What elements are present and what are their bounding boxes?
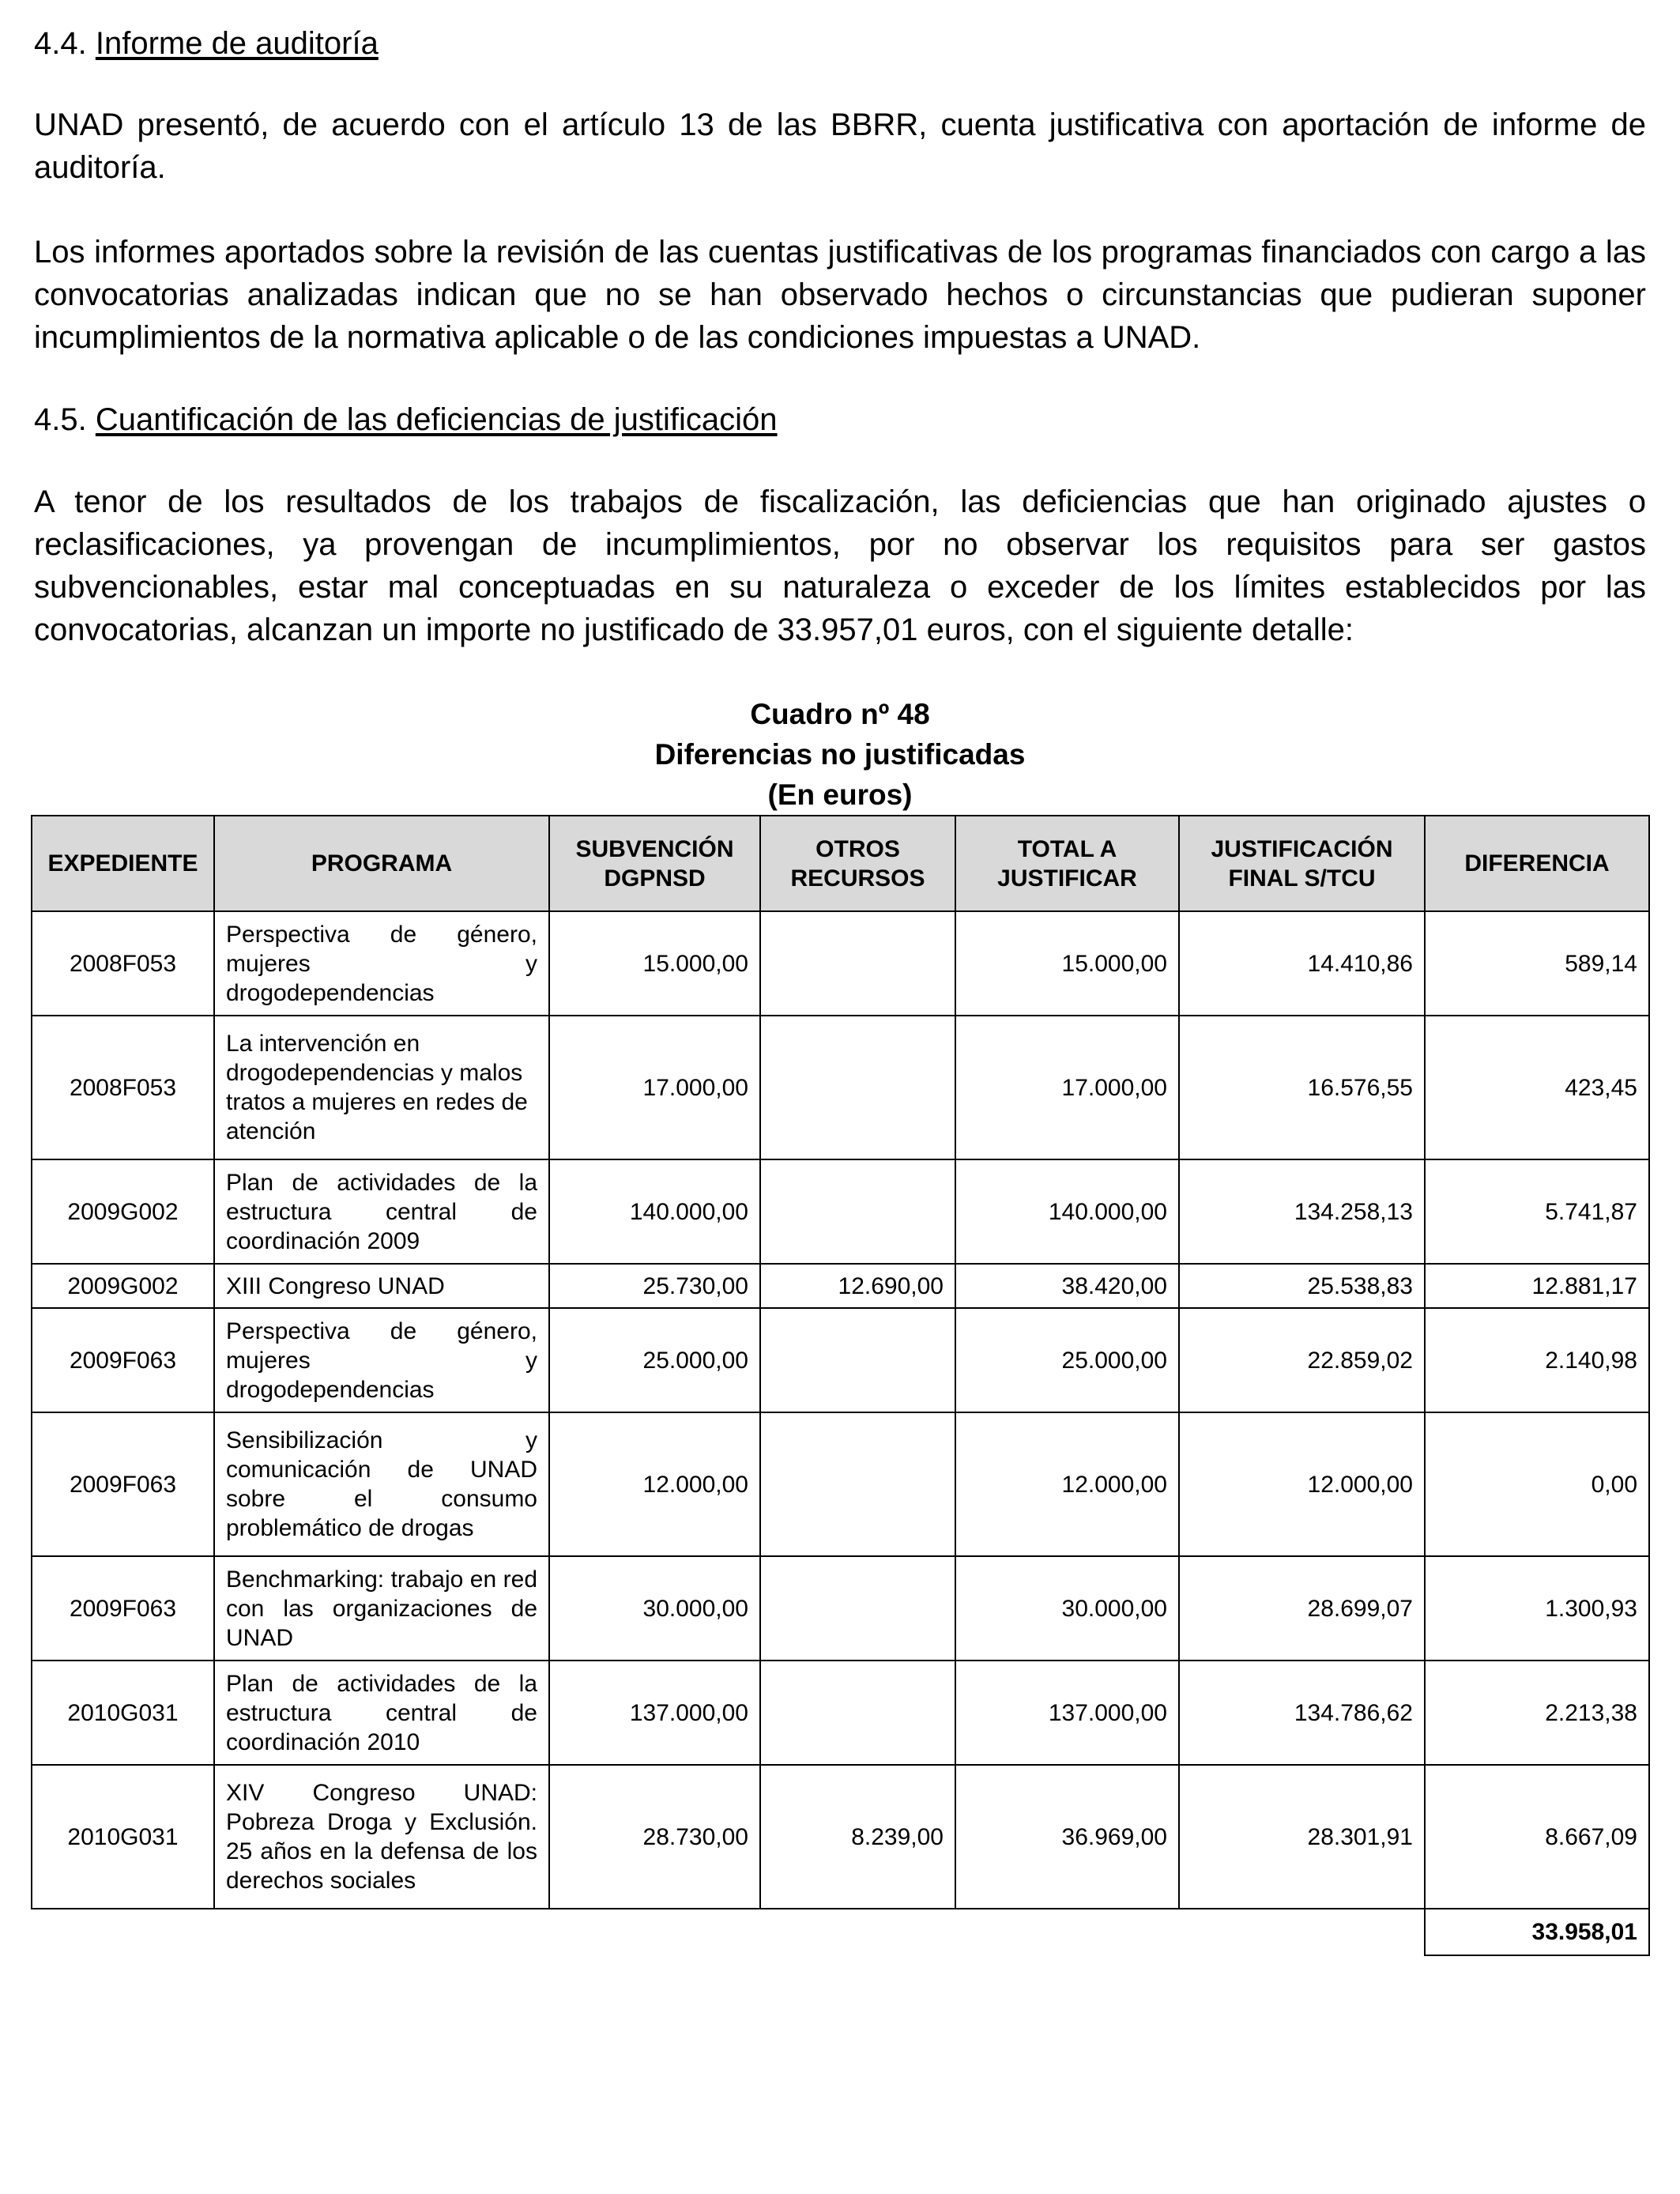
cell-subvencion: 12.000,00 <box>549 1412 760 1556</box>
cell-otros-recursos: 12.690,00 <box>760 1264 955 1308</box>
total-row-spacer <box>32 1909 1425 1955</box>
table-row <box>32 1159 1649 1264</box>
column-header-total-a-justificar: TOTAL A JUSTIFICAR <box>955 816 1179 911</box>
cell-justificacion: 28.699,07 <box>1179 1556 1425 1661</box>
cell-diferencia: 1.300,93 <box>1425 1556 1649 1661</box>
cell-diferencia: 5.741,87 <box>1425 1159 1649 1264</box>
cell-programa: XIV Congreso UNAD: Pobreza Droga y Exclusión. 25 años en la defensa de los derechos sociales <box>214 1765 549 1909</box>
cell-otros-recursos <box>760 1556 955 1661</box>
column-header-subvencion: SUBVENCIÓN DGPNSD <box>549 816 760 911</box>
cell-expediente: 2008F053 <box>32 1016 214 1159</box>
cell-diferencia: 589,14 <box>1425 911 1649 1016</box>
table-total-row <box>32 1909 1649 1955</box>
cell-programa: La intervención en drogodependencias y malos tratos a mujeres en redes de atención <box>214 1016 549 1159</box>
table-row <box>32 1308 1649 1412</box>
cell-total: 17.000,00 <box>955 1016 1179 1159</box>
cell-programa: Sensibilización y comunicación de UNAD sobre el consumo problemático de drogas <box>214 1412 549 1556</box>
table-header-row <box>32 816 1649 911</box>
column-header-otros-recursos: OTROS RECURSOS <box>760 816 955 911</box>
table-row <box>32 1556 1649 1661</box>
column-header-expediente: EXPEDIENTE <box>32 816 214 911</box>
cell-programa: Plan de actividades de la estructura central de coordinación 2010 <box>214 1661 549 1765</box>
paragraph-audit-report: UNAD presentó, de acuerdo con el artículo 13 de las BBRR, cuenta justificativa con aportación de informe de auditoría. <box>34 107 1646 185</box>
cell-expediente: 2009G002 <box>32 1264 214 1308</box>
cell-diferencia: 12.881,17 <box>1425 1264 1649 1308</box>
cell-expediente: 2010G031 <box>32 1661 214 1765</box>
cell-total-diferencia: 33.958,01 <box>1425 1909 1649 1955</box>
cell-expediente: 2009G002 <box>32 1159 214 1264</box>
cell-justificacion: 22.859,02 <box>1179 1308 1425 1412</box>
table-row <box>32 1765 1649 1909</box>
cell-justificacion: 134.786,62 <box>1179 1661 1425 1765</box>
section-heading-4-4 <box>34 22 1646 65</box>
table-row <box>32 1264 1649 1308</box>
cell-subvencion: 140.000,00 <box>549 1159 760 1264</box>
cell-total: 36.969,00 <box>955 1765 1179 1909</box>
cell-diferencia: 8.667,09 <box>1425 1765 1649 1909</box>
cell-otros-recursos <box>760 1159 955 1264</box>
column-header-diferencia: DIFERENCIA <box>1425 816 1649 911</box>
section-number: 4.4. <box>34 26 87 61</box>
cell-subvencion: 137.000,00 <box>549 1661 760 1765</box>
table-row <box>32 1412 1649 1556</box>
cell-total: 137.000,00 <box>955 1661 1179 1765</box>
section-title: Informe de auditoría <box>95 26 379 61</box>
cell-justificacion: 14.410,86 <box>1179 911 1425 1016</box>
cell-total: 140.000,00 <box>955 1159 1179 1264</box>
cell-justificacion: 28.301,91 <box>1179 1765 1425 1909</box>
table-title: Diferencias no justificadas <box>654 738 1026 771</box>
cell-otros-recursos <box>760 1412 955 1556</box>
cell-diferencia: 2.140,98 <box>1425 1308 1649 1412</box>
table-number: Cuadro nº 48 <box>750 698 930 730</box>
cell-justificacion: 16.576,55 <box>1179 1016 1425 1159</box>
section-heading-4-5 <box>34 398 1646 441</box>
cell-expediente: 2008F053 <box>32 911 214 1016</box>
cell-programa: XIII Congreso UNAD <box>214 1264 549 1308</box>
section-number: 4.5. <box>34 402 87 437</box>
cell-justificacion: 134.258,13 <box>1179 1159 1425 1264</box>
cell-subvencion: 30.000,00 <box>549 1556 760 1661</box>
cell-diferencia: 423,45 <box>1425 1016 1649 1159</box>
paragraph-reports-review: Los informes aportados sobre la revisión de las cuentas justificativas de los programas financiados con cargo a las convocatorias analizadas indican que no se han observado hechos o circunstancias que pudieran suponer incumplimientos de la normativa aplicable o de las condiciones impuestas a UNAD. <box>34 235 1646 355</box>
differences-table <box>31 815 1650 1956</box>
cell-expediente: 2009F063 <box>32 1308 214 1412</box>
cell-subvencion: 25.000,00 <box>549 1308 760 1412</box>
column-header-justificacion-final: JUSTIFICACIÓN FINAL S/TCU <box>1179 816 1425 911</box>
cell-subvencion: 17.000,00 <box>549 1016 760 1159</box>
cell-subvencion: 15.000,00 <box>549 911 760 1016</box>
table-units: (En euros) <box>767 778 913 811</box>
cell-total: 30.000,00 <box>955 1556 1179 1661</box>
cell-total: 15.000,00 <box>955 911 1179 1016</box>
table-caption <box>34 694 1646 815</box>
cell-expediente: 2009F063 <box>32 1412 214 1556</box>
cell-programa: Perspectiva de género, mujeres y drogodependencias <box>214 911 549 1016</box>
cell-total: 12.000,00 <box>955 1412 1179 1556</box>
cell-otros-recursos <box>760 1308 955 1412</box>
column-header-programa: PROGRAMA <box>214 816 549 911</box>
paragraph-deficiencies: A tenor de los resultados de los trabajos de fiscalización, las deficiencias que han originado ajustes o reclasificaciones, ya provengan de incumplimientos, por no observar los requisitos para ser gastos subvencionables, estar mal conceptuadas en su naturaleza o exceder de los límites establecidos por las convocatorias, alcanzan un importe no justificado de 33.957,01 euros, con el siguiente detalle: <box>34 484 1646 647</box>
cell-programa: Benchmarking: trabajo en red con las organizaciones de UNAD <box>214 1556 549 1661</box>
section-title: Cuantificación de las deficiencias de justificación <box>95 402 778 437</box>
cell-total: 25.000,00 <box>955 1308 1179 1412</box>
cell-otros-recursos <box>760 911 955 1016</box>
cell-diferencia: 0,00 <box>1425 1412 1649 1556</box>
cell-total: 38.420,00 <box>955 1264 1179 1308</box>
cell-diferencia: 2.213,38 <box>1425 1661 1649 1765</box>
cell-otros-recursos <box>760 1016 955 1159</box>
cell-programa: Plan de actividades de la estructura central de coordinación 2009 <box>214 1159 549 1264</box>
cell-subvencion: 25.730,00 <box>549 1264 760 1308</box>
cell-expediente: 2009F063 <box>32 1556 214 1661</box>
table-row <box>32 1016 1649 1159</box>
cell-justificacion: 12.000,00 <box>1179 1412 1425 1556</box>
cell-justificacion: 25.538,83 <box>1179 1264 1425 1308</box>
cell-subvencion: 28.730,00 <box>549 1765 760 1909</box>
cell-otros-recursos: 8.239,00 <box>760 1765 955 1909</box>
cell-programa: Perspectiva de género, mujeres y drogodependencias <box>214 1308 549 1412</box>
cell-expediente: 2010G031 <box>32 1765 214 1909</box>
table-row <box>32 1661 1649 1765</box>
table-row <box>32 911 1649 1016</box>
cell-otros-recursos <box>760 1661 955 1765</box>
